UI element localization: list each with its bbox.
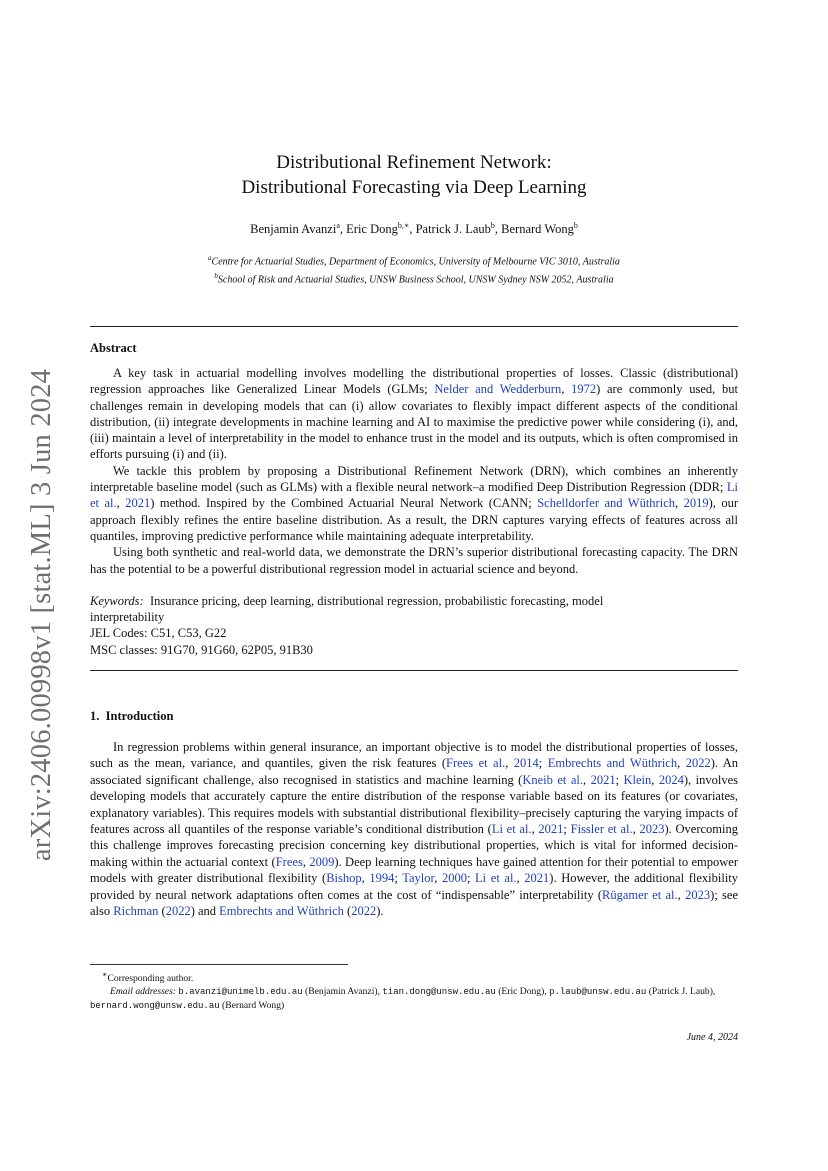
citation-link[interactable]: 2022 <box>351 904 377 919</box>
abstract-paragraph: Using both synthetic and real-world data, we demonstrate the DRN’s superior distributional forecasting capacity. The DRN has the potential to be a powerful distributional regression model in actuarial science and beyond. <box>90 545 738 576</box>
citation-link[interactable]: Kneib et al. <box>522 772 583 787</box>
citation-link[interactable]: 2024 <box>658 772 684 787</box>
email-addresses: Email addresses: b.avanzi@unimelb.edu.au (Benjamin Avanzi), tian.dong@unsw.edu.au (Eric Dong), p.laub@unsw.edu.au (Patrick J. Laub), bernard.wong@unsw.edu.au (Bernard Wong) <box>90 986 716 1012</box>
citation-link[interactable]: Klein <box>623 772 652 787</box>
citation-link[interactable]: 2014 <box>513 756 539 771</box>
preprint-date: June 4, 2024 <box>686 1032 738 1043</box>
email-link[interactable]: bernard.wong@unsw.edu.au <box>90 1001 220 1012</box>
author-name: Eric Dong <box>346 222 398 237</box>
citation-link[interactable]: Taylor <box>402 871 435 886</box>
top-rule <box>90 326 738 327</box>
affiliations <box>90 251 738 288</box>
citation-link[interactable]: 2022 <box>165 904 191 919</box>
jel-codes: JEL Codes: C51, C53, G22 <box>90 626 227 640</box>
citation-link[interactable]: Nelder and Wedderburn <box>434 382 562 397</box>
keywords-text: Insurance pricing, deep learning, distributional regression, probabilistic forecasting, model interpretability <box>90 594 604 625</box>
keywords <box>90 593 670 626</box>
paper-title <box>90 150 738 200</box>
intro-paragraph: In regression problems within general insurance, an important objective is to model the distributional properties of losses, such as the mean, variance, and quantiles, given the risk features (Frees et al., 2014; Embrechts and Wüthrich, 2022). An associated significant challenge, also recognised in statistics and machine learning (Kneib et al., 2021; Klein, 2024), involves developing models that accurately capture the entire distribution of the response variable based on its features (or covariates, explanatory variables). This requires models with substantial distributional flexibility–precisely capturing the varying impacts of features across all quantiles of the response variable’s conditional distribution (Li et al., 2021; Fissler et al., 2023). Overcoming this challenge improves forecasting precision concerning key distributional properties, which is vital for informed decision-making within the actuarial context (Frees, 2009). Deep learning techniques have gained attention for their potential to empower models with greater distributional flexibility (Bishop, 1994; Taylor, 2000; Li et al., 2021). However, the additional flexibility provided by neural network adaptations often comes at the cost of “indispensable” interpretability (Rügamer et al., 2023); see also Richman (2022) and Embrechts and Wüthrich (2022). <box>90 740 739 919</box>
citation-link[interactable]: 1972 <box>571 382 597 397</box>
keywords-label: Keywords: <box>90 594 144 608</box>
citation-link[interactable]: 2019 <box>683 496 709 511</box>
author-name: Bernard Wong <box>501 222 574 237</box>
author-name: Benjamin Avanzi <box>250 222 337 237</box>
corresponding-note: ∗Corresponding author. <box>102 970 194 985</box>
citation-link[interactable]: 1994 <box>369 871 395 886</box>
citation-link[interactable]: Bishop <box>326 871 362 886</box>
author-list: Benjamin Avanzi$^a$, Eric Dong$^{b,∗}$, Patrick J. Laub$^b$, Bernard Wong$^b$ <box>250 221 578 237</box>
citation-link[interactable]: Richman <box>113 904 159 919</box>
arxiv-id: arXiv:2406.00998v1 [stat.ML] 3 Jun 2024 <box>26 368 57 862</box>
author-affil-mark: a <box>336 221 340 230</box>
citation-link[interactable]: Schelldorfer and Wüthrich <box>537 496 675 511</box>
affiliation: $^a$Centre for Actuarial Studies, Department of Economics, University of Melbourne VIC 3010, Australia <box>208 254 620 268</box>
affiliation: $^b$School of Risk and Actuarial Studies, UNSW Business School, UNSW Sydney NSW 2052, Australia <box>214 272 614 286</box>
abstract-paragraph: We tackle this problem by proposing a Distributional Refinement Network (DRN), which combines an inherently interpretable baseline model (such as GLMs) with a flexible neural network–a modified Deep Distribution Regression (DDR; Li et al., 2021) method. Inspired by the Combined Actuarial Neural Network (CANN; Schelldorfer and Wüthrich, 2019), our approach flexibly refines the entire baseline distribution. As a result, the DRN captures varying effects of features across all quantiles, improving predictive performance while maintaining adequate interpretability. <box>90 463 739 543</box>
citation-link[interactable]: Li et al. <box>90 480 738 511</box>
author-name: Patrick J. Laub <box>415 222 491 237</box>
title-line-2: Distributional Forecasting via Deep Learning <box>241 177 587 198</box>
citation-link[interactable]: Embrechts and Wüthrich <box>547 756 678 771</box>
email-link[interactable]: b.avanzi@unimelb.edu.au <box>178 987 303 998</box>
citation-link[interactable]: 2021 <box>538 822 564 837</box>
citation-link[interactable]: 2023 <box>685 887 711 902</box>
author-affil-mark: b <box>573 221 578 230</box>
citation-link[interactable]: 2022 <box>685 756 711 771</box>
citation-link[interactable]: Frees et al. <box>446 756 506 771</box>
citation-link[interactable]: Rügamer et al. <box>602 887 678 902</box>
citation-link[interactable]: Embrechts and Wüthrich <box>219 904 344 919</box>
bottom-rule <box>90 670 738 671</box>
citation-link[interactable]: 2009 <box>309 854 335 869</box>
citation-link[interactable]: 2021 <box>524 871 550 886</box>
abstract-paragraph: A key task in actuarial modelling involves modelling the distributional properties of losses. Classic (distributional) regression approaches like Generalized Linear Models (GLMs; Nelder and Wedderburn, 1972) are commonly used, but challenges remain in developing models that can (i) allow covariates to flexibly impact different aspects of the conditional distribution, (ii) integrate developments in machine learning and AI to maximise the predictive power while considering (i), and, (iii) maintain a level of interpretability in the model to enhance trust in the model and its outputs, which is often compromised in efforts pursuing (i) and (ii). <box>90 366 739 462</box>
citation-link[interactable]: Li et al. <box>475 871 517 886</box>
section-heading: 1. Introduction <box>90 709 174 723</box>
title-line-1: Distributional Refinement Network: <box>276 152 552 173</box>
msc-classes: MSC classes: 91G70, 91G60, 62P05, 91B30 <box>90 643 313 657</box>
introduction-body <box>90 739 738 919</box>
abstract-body <box>90 365 738 577</box>
citation-link[interactable]: Fissler et al. <box>570 822 633 837</box>
abstract-heading: Abstract <box>90 341 137 355</box>
email-link[interactable]: tian.dong@unsw.edu.au <box>382 987 496 998</box>
citation-link[interactable]: Li et al. <box>491 822 532 837</box>
author-affil-mark: b <box>490 221 495 230</box>
footnote <box>90 968 738 1013</box>
citation-link[interactable]: 2000 <box>441 871 467 886</box>
email-link[interactable]: p.laub@unsw.edu.au <box>549 987 647 998</box>
citation-link[interactable]: 2023 <box>639 822 665 837</box>
citation-link[interactable]: 2021 <box>590 772 616 787</box>
arxiv-stamp <box>22 370 62 860</box>
citation-link[interactable]: 2021 <box>125 496 151 511</box>
footnote-rule <box>90 964 348 965</box>
author-affil-mark: b,∗ <box>397 221 410 230</box>
citation-link[interactable]: Frees <box>275 854 303 869</box>
